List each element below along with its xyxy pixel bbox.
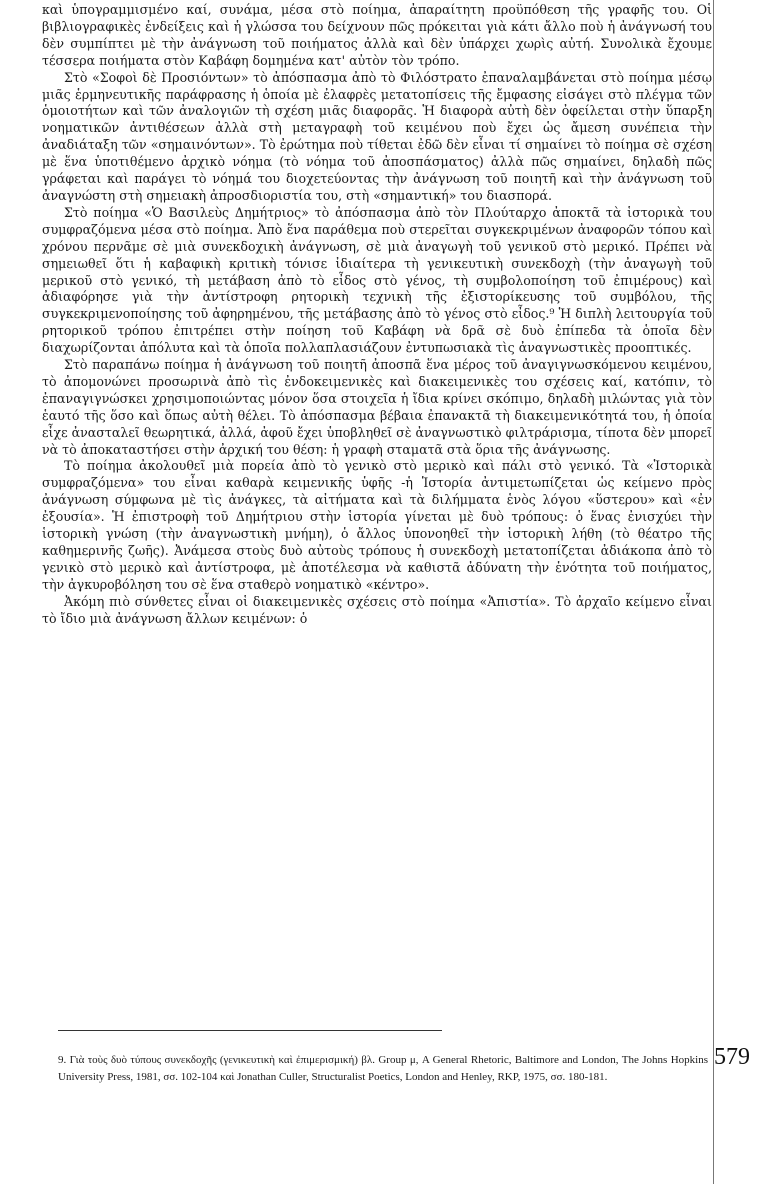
paragraph-2: Στὸ «Σοφοὶ δὲ Προσιόντων» τὸ ἀπόσπασμα ἀπὸ τὸ Φιλόστρατο ἐπαναλαμβάνεται στὸ ποίημα μέσῳ μιᾶς ἑρμηνευτικῆς παράφρασης ἡ ὁποία μὲ ἐλαφρὲς μετατοπίσεις τῆς ἔμφασης εἰσάγει στὸ πλέγμα τῶν ὁμοιοτήτων καὶ τῶν ἀναλογιῶν τὴ σχέση μιᾶς διαφορᾶς. Ἡ διαφορὰ αὐτὴ δὲν ὀφείλεται στὴν ὕπαρξη νοηματικῶν ἀντιθέσεων ἀλλὰ στὴ μεταγραφὴ τοῦ κειμένου ποὺ ἔχει ὡς ἄμεση συνέπεια τὴν ἀναδιάταξη τῶν «σημαινόντων». Τὸ ἐρώτημα ποὺ τίθεται ἐδῶ δὲν εἶναι τί σημαίνει τὸ ποίημα σὲ σχέση μὲ ἕνα ὑποτιθέμενο ἀρχικὸ νόημα (τὸ νόημα τοῦ ἀποσπάσματος) ἀλλὰ πῶς σημαίνει, δηλαδὴ πῶς γράφεται καὶ παράγει τὸ νόημά του διοχετεύοντας τὴν ἀνάγνωση τοῦ ποιητῆ καὶ τὴν ἀνάγνωση τοῦ ἀναγνώστη στὴ σημειακὴ ἀπροσδιοριστία του, στὴ «σημαντική» του διασπορά. [42, 69, 712, 203]
paragraph-5: Τὸ ποίημα ἀκολουθεῖ μιὰ πορεία ἀπὸ τὸ γενικὸ στὸ μερικὸ καὶ πάλι στὸ γενικό. Τὰ «Ἱστορικὰ συμφραζόμενα» του εἶναι καθαρὰ κειμενικῆς ὑφῆς -ἡ Ἱστορία ἀντιμετωπίζεται ὡς κείμενο πρὸς ἀνάγνωση σύμφωνα μὲ τὶς ἀνάγκες, τὰ αἰτήματα καὶ τὰ διλήμματα ἑνὸς λόγου «ὕστερου» καὶ «ἐν ἐξουσία». Ἡ ἐπιστροφὴ τοῦ Δημήτριου στὴν ἱστορία γίνεται μὲ δυὸ τρόπους: ὁ ἕνας ἐνισχύει τὴν ἱστορικὴ γνώση (τὴν ἀναγνωστικὴ μνήμη), ὁ ἄλλος ὑπονοηθεῖ τὴν ἱστορικὴ λήθη (τὸ θέατρο τῆς καθημερινῆς ζωῆς). Ἀνάμεσα στοὺς δυὸ αὐτοὺς τρόπους ἡ συνεκδοχὴ μετατοπίζεται ἀδιάκοπα ἀπὸ τὸ γενικὸ στὸ μερικὸ καὶ ἀντίστροφα, μὲ ἀποτέλεσμα νὰ καθιστᾶ ἀδύνατη τὴν ἑνότητα τοῦ ποιήματος, τὴν ἀγκυροβόληση του σὲ ἕνα σταθερὸ νοηματικὸ «κέντρο». [42, 458, 712, 592]
margin-rule [713, 0, 714, 1184]
page-number: 579 [714, 1044, 750, 1070]
paragraph-4: Στὸ παραπάνω ποίημα ἡ ἀνάγνωση τοῦ ποιητῆ ἀποσπᾶ ἕνα μέρος τοῦ ἀναγιγνωσκόμενου κειμένου, τὸ ἀπομονώνει προσωρινὰ ἀπὸ τὶς ἐνδοκειμενικὲς καὶ διακειμενικὲς του σχέσεις καί, κατόπιν, τὸ ἐπαναγιγνώσκει χρησιμοποιώντας μόνον ὅσα στοιχεῖα ἡ ἴδια κρίνει σκόπιμο, δηλαδὴ μιλώντας γιὰ τὸν ἑαυτό τῆς ὅσο καὶ ὅπως αὐτὴ θέλει. Τὸ ἀπόσπασμα βέβαια ἐπανακτᾶ τὴ διακειμενικότητά του, ἡ ὁποία εἶχε ἀνασταλεῖ θεωρητικά, ἀλλά, ἀφοῦ ἔχει ὑποβληθεῖ σὲ ἀναγνωστικὸ φιλτράρισμα, τίποτα δὲν μπορεῖ νὰ τὸ ἀποκαταστήσει στὴν ἀρχική του θέση: ἡ γραφὴ σταματᾶ στὰ ὅρια τῆς ἀνάγνωσης. [42, 357, 713, 457]
footnote-divider [58, 1030, 442, 1031]
paragraph-3: Στὸ ποίημα «Ὁ Βασιλεὺς Δημήτριος» τὸ ἀπόσπασμα ἀπὸ τὸν Πλούταρχο ἀποκτᾶ τὰ ἱστορικὰ του συμφραζόμενα μέσα στὸ ποίημα. Ἀπὸ ἕνα παράθεμα ποὺ στερεῖται συγκεκριμένων ἀναφορῶν τόπου καὶ χρόνου περνᾶμε σὲ μιὰ συνεκδοχικὴ ἀνάγνωση, σὲ μιὰ ἀναγωγὴ τοῦ γενικοῦ στὸ μερικό. Πρέπει νὰ σημειωθεῖ ὅτι ἡ καβαφικὴ κριτικὴ τόνισε ἰδιαίτερα τὴ γενικευτικὴ συνεκδοχὴ (τὴν ἀναγωγὴ τοῦ μερικοῦ στὸ γενικό, τὴ μετάβαση ἀπὸ τὸ εἶδος στὸ γένος, τὴ συμβολοποίηση τοῦ ἐπιμέρους) καὶ ἀδιαφόρησε γιὰ τὴν ἀντίστροφη ρητορικὴ τεχνικὴ τῆς ἐξιστορίκευσης τοῦ συμβόλου, τῆς συγκεκριμενοποίησης τοῦ ἀφηρημένου, τῆς μετάβασης ἀπὸ τὸ γένος στὸ εἶδος.⁹ Ἡ διπλὴ λειτουργία τοῦ ρητορικοῦ τρόπου ἐπιτρέπει στὴν ποίηση τοῦ Καβάφη νὰ δρᾶ σὲ δυὸ ἐπίπεδα τὰ ὁποῖα δὲν διαχωρίζονται ἀπόλυτα καὶ τὰ ὁποῖα πολλαπλασιάζουν ἐντυπωσιακὰ τὶς ἀναγνωστικὲς προοπτικές. [42, 204, 712, 356]
body-text [42, 2, 712, 628]
paragraph-1: καὶ ὑπογραμμισμένο καί, συνάμα, μέσα στὸ ποίημα, ἀπαραίτητη προϋπόθεση τῆς γραφῆς του. Οἱ βιβλιογραφικὲς ἐνδείξεις καὶ ἡ γλώσσα του δείχνουν πῶς πρόκειται γιὰ κάτι ἄλλο ποὺ ἡ ἀνάγνωσή του δὲν συμπίπτει μὲ τὴν ἀνάγνωση τοῦ ποιήματος ἀλλὰ καὶ δὲν ὑπάρχει χωρὶς αὐτή. Συνολικὰ ἔχουμε τέσσερα ποιήματα στὸν Καβάφη δομημένα κατ' αὐτὸν τὸν τρόπο. [42, 2, 712, 68]
paragraph-6: Ἀκόμη πιὸ σύνθετες εἶναι οἱ διακειμενικὲς σχέσεις στὸ ποίημα «Ἀπιστία». Τὸ ἀρχαῖο κείμενο εἶναι τὸ ἴδιο μιὰ ἀνάγνωση ἄλλων κειμένων: ὁ [42, 593, 712, 626]
footnote: 9. Γιὰ τοὺς δυὸ τύπους συνεκδοχῆς (γενικευτικὴ καὶ ἐπιμερισμική) βλ. Group μ, A General Rhetoric, Baltimore and London, The Johns Hopkins University Press, 1981, σσ. 102-104 καὶ Jonathan Culler, Structuralist Poetics, London and Henley, RKP, 1975, σσ. 180-181. [58, 1054, 708, 1083]
